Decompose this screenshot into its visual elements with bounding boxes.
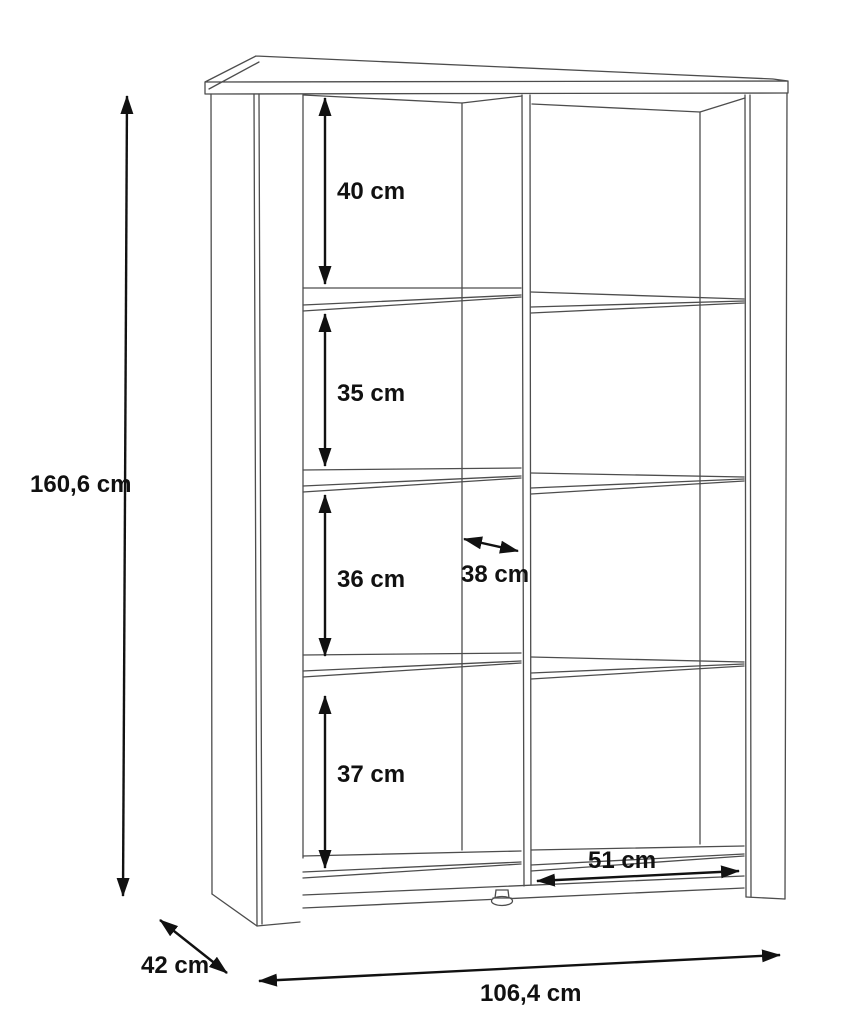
right-column-shelves bbox=[531, 292, 744, 871]
right-section-width-label: 51 cm bbox=[588, 847, 657, 874]
dim-compartment-1 bbox=[325, 98, 405, 284]
dim-total-height bbox=[30, 96, 131, 896]
total-width-label: 106,4 cm bbox=[480, 980, 582, 1007]
cabinet-wireframe bbox=[205, 56, 788, 926]
compartment-1-label: 40 cm bbox=[337, 178, 406, 205]
dim-shelf-depth bbox=[461, 539, 529, 588]
cabinet-posts-divider bbox=[211, 93, 787, 926]
dim-compartment-4 bbox=[325, 696, 405, 868]
cabinet-inner-top-edges bbox=[303, 95, 745, 112]
dimensions bbox=[30, 96, 780, 1007]
dim-total-width bbox=[259, 955, 780, 1007]
leveling-foot-icon bbox=[492, 890, 513, 906]
compartment-3-label: 36 cm bbox=[337, 566, 406, 593]
total-width-arrow bbox=[259, 955, 780, 981]
cabinet-top-board bbox=[205, 56, 788, 94]
total-depth-label: 42 cm bbox=[141, 952, 210, 979]
compartment-2-label: 35 cm bbox=[337, 380, 406, 407]
dim-compartment-3 bbox=[325, 495, 405, 656]
shelf-depth-arrow bbox=[464, 539, 518, 551]
compartment-4-label: 37 cm bbox=[337, 761, 406, 788]
dim-compartment-2 bbox=[325, 314, 405, 466]
shelf-depth-label: 38 cm bbox=[461, 561, 530, 588]
dim-right-section-width bbox=[537, 847, 739, 881]
dim-total-depth bbox=[141, 920, 227, 979]
total-height-label: 160,6 cm bbox=[30, 471, 132, 498]
